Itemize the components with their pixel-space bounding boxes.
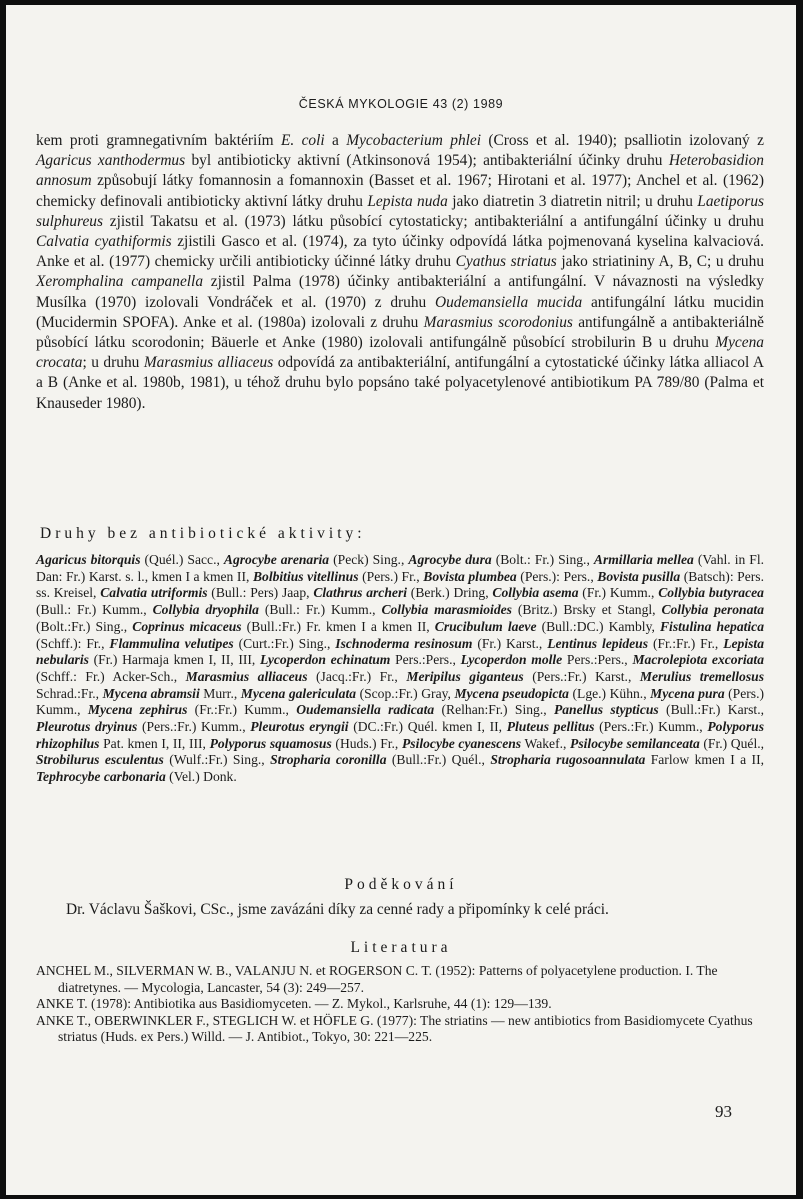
body-text [36,131,764,414]
acknowledgement-paragraph: Dr. Václavu Šaškovi, CSc., jsme zavázáni díky za cenné rady a připomínky k celé práci. [66,901,609,918]
running-head: ČESKÁ MYKOLOGIE 43 (2) 1989 [298,97,504,111]
reference-item: ANCHEL M., SILVERMAN W. B., VALANJU N. et ROGERSON C. T. (1952): Patterns of polyacetylene production. I. The diatretynes. — Mycologia, Lancaster, 54 (3): 249—257. [36,963,718,995]
acknowledgement-heading: Poděkování [344,876,458,893]
reference-item: ANKE T., OBERWINKLER F., STEGLICH W. et HÖFLE G. (1977): The striatins — new antibiotics from Basidiomycete Cyathus striatus (Huds. ex Pers.) Willd. — J. Antibiot., Tokyo, 30: 221—225. [36,1012,753,1044]
species-paragraph: Agaricus bitorquis (Quél.) Sacc., Agrocybe arenaria (Peck) Sing., Agrocybe dura (Bolt.: Fr.) Sing., Armillaria mellea (Vahl. in Fl. Dan: Fr.) Karst. s. l., kmen I a kmen II, Bolbitius vitellinus (Pers.) Fr., Bovista plumbea (Pers.): Pers., Bovista pusilla (Batsch): Pers. ss. Kreisel, Calvatia utriformis (Bull.: Pers) Jaap, Clathrus archeri (Berk.) Dring, Collybia asema (Fr.) Kumm., Collybia butyracea (Bull.: Fr.) Kumm., Collybia dryophila (Bull.: Fr.) Kumm., Collybia marasmioides (Britz.) Brsky et Stangl, Collybia peronata (Bolt.:Fr.) Sing., Coprinus micaceus (Bull.:Fr.) Fr. kmen I a kmen II, Crucibulum laeve (Bull.:DC.) Kambly, Fistulina hepatica (Schff.): Fr., Flammulina velutipes (Curt.:Fr.) Sing., Ischnoderma resinosum (Fr.) Karst., Lentinus lepideus (Fr.:Fr.) Fr., Lepista nebularis (Fr.) Harmaja kmen I, II, III, Lycoperdon echinatum Pers.:Pers., Lycoperdon molle Pers.:Pers., Macrolepiota excoriata (Schff.: Fr.) Acker-Sch., Marasmius alliaceus (Jacq.:Fr.) Fr., Meripilus giganteus (Pers.:Fr.) Karst., Merulius tremellosus Schrad.:Fr., Mycena abramsii Murr., Mycena galericulata (Scop.:Fr.) Gray, Mycena pseudopicta (Lge.) Kühn., Mycena pura (Pers.) Kumm., Mycena zephirus (Fr.:Fr.) Kumm., Oudemansiella radicata (Relhan:Fr.) Sing., Panellus stypticus (Bull.:Fr.) Karst., Pleurotus dryinus (Pers.:Fr.) Kumm., Pleurotus eryngii (DC.:Fr.) Quél. kmen I, II, Pluteus pellitus (Pers.:Fr.) Kumm., Polyporus rhizophilus Pat. kmen I, II, III, Polyporus squamosus (Huds.) Fr., Psilocybe cyanescens Wakef., Psilocybe semilanceata (Fr.) Quél., Strobilurus esculentus (Wulf.:Fr.) Sing., Stropharia coronilla (Bull.:Fr.) Quél., Stropharia rugosoannulata Farlow kmen I a II, Tephrocybe carbonaria (Vel.) Donk. [36,552,765,785]
reference-item: ANKE T. (1978): Antibiotika aus Basidiomyceten. — Z. Mykol., Karlsruhe, 44 (1): 129—139. [36,996,552,1011]
reference-list [36,963,764,1046]
body-paragraph: kem proti gramnegativním baktériím E. coli a Mycobacterium phlei (Cross et al. 1940); psalliotin izolovaný z Agaricus xanthodermus byl antibioticky aktivní (Atkinsonová 1954); antibakteriální účinky druhu Heterobasidion annosum způsobují látky fomannosin a fomannoxin (Basset et al. 1967; Hirotani et al. 1977); Anchel et al. (1962) chemicky definovali antibioticky aktivní látky druhu Lepista nuda jako diatretin 3 diatretin nitril; u druhu Laetiporus sulphureus zjistil Takatsu et al. (1973) látku působící cytostaticky; antibakteriální a antifungální účinky u druhu Calvatia cyathiformis zjistili Gasco et al. (1974), za tyto účinky odpovídá látka pojmenovaná kyselina kalvaciová. Anke et al. (1977) chemicky určili antibioticky účinné látky druhu Cyathus striatus jako striatininy A, B, C; u druhu Xeromphalina campanella zjistil Palma (1978) účinky antibakteriální a antifungální. V návaznosti na výsledky Musílka (1970) izolovali Vondráček et al. (1970) z druhu Oudemansiella mucida antifungální látku mucidin (Mucidermin SPOFA). Anke et al. (1980a) izolovali z druhu Marasmius scorodonius antifungálně a antibakteriálně působící látku scorodonin; Bäuerle et Anke (1980) izolovali antifungálně působící strobilurin B u druhu Mycena crocata; u druhu Marasmius alliaceus odpovídá za antibakteriální, antifungální a cytostatické účinky látka alliacol A a B (Anke et al. 1980b, 1981), u téhož druhu bylo popsáno také polyacetylenové antibiotikum PA 789/80 (Palma et Knauseder 1980). [36,132,765,412]
page-number: 93 [715,1102,732,1121]
species-list [36,552,764,786]
acknowledgement-text [36,900,764,920]
journal-page [6,5,796,1195]
literature-heading: Literatura [350,939,452,956]
species-heading: Druhy bez antibiotické aktivity: [40,525,366,542]
